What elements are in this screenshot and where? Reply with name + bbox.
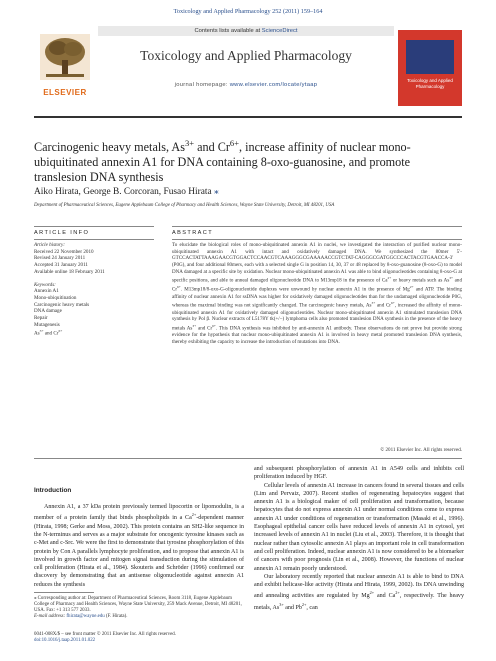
intro-paragraph: and subsequent phosphorylation of annexin A1 in A549 cells and inhibits cell proliferation induced by HGF. (254, 466, 464, 481)
keywords-label: Keywords: (34, 281, 56, 288)
abstract-rule-top (172, 226, 462, 227)
elsevier-logo (34, 26, 96, 110)
copyright-line: © 2011 Elsevier Inc. All rights reserved. (380, 447, 462, 453)
sciencedirect-link[interactable]: ScienceDirect (261, 28, 298, 34)
journal-masthead (34, 26, 462, 110)
history-label: Article history: (34, 242, 65, 248)
keyword-item: Annexin A1 (34, 288, 59, 295)
footnote (34, 596, 244, 620)
email-suffix: (F. Hirata). (104, 614, 128, 620)
author-list (34, 186, 462, 197)
affiliation: Department of Pharmaceutical Sciences, Eugene Applebaum College of Pharmacy and Health Sciences, Wayne State University, Detroit, MI 48201, USA (34, 203, 335, 208)
abstract-body: To elucidate the biological roles of mono-ubiquitinated annexin A1 in nuclei, we investigated the interaction of purified nuclear mono-ubiquitinated annexin A1 with intact and oxidatively damaged DNA. We synthesized the 80mer 5′-GTCCACTATTAAAGAACGTGGACTCCAACGTCAAAGGGCGAAAAACCGTCTAT-CAGGGCGATGGCCCACTACGTGAACCA-3′ (P0G), and four additional 80mers, each with a selected single G in position 14, 30, 37 or 48 replaced by 8-oxo-guanosine (8-oxo-G) to model DNA damaged at a specific site by oxidation. Nuclear mono-ubiquitinated annexin A1 was able to bind oligonucleotides containing 8-oxo-G at specific positions, and able to anneal damaged oligonucleotide DNA to M13mp18 in the presence of $Ca^{2+}$ or heavy metals such as $As^{3+}$ and $Cr^{6+}$. M13mp18/8-oxo-G-oligonucleotide duplexes were unwound by nuclear annexin A1 in the presence of $Mg^{2+}$ and ATP. The binding affinity of nuclear annexin A1 for ssDNA was higher for oxidatively damaged oligonucleotides than for the undamaged oligonucleotide P0G, whereas the maximal binding was not significantly changed. The carcinogenic heavy metals, $As^{3+}$ and $Cr^{6+}$, increased the affinity of mono-ubiquitinated annexin A1 for oxidatively damaged oligonucleotides. Nuclear mono-ubiquitinated annexin A1 stimulated translesion DNA synthesis by Pol β. Nuclear extracts of L5178Y tk(+/−) lymphoma cells also promoted translesion DNA synthesis in the presence of the heavy metals $As^{3+}$ and $Cr^{6+}$. This DNA synthesis was inhibited by anti-annexin A1 antibody. These observations do not prove but provide strong evidence for the hypothesis that nuclear mono-ubiquitinated annexin A1 is involved in heavy metal promoted translesion DNA synthesis, thereby exhibiting the capacity to increase the introduction of mutations into DNA. (172, 242, 463, 345)
journal-homepage (98, 82, 394, 88)
keyword-item: Mono-ubiquitination (34, 294, 77, 301)
article-info (34, 242, 154, 338)
history-item: Revised 24 January 2011 (34, 255, 86, 262)
contents-prefix: Contents lists available at (194, 28, 262, 34)
cover-title: Toxicology and Applied Pharmacology (407, 78, 453, 89)
corresponding-author-mark[interactable]: ⁎ (214, 187, 219, 197)
keyword-item: Repair (34, 315, 48, 322)
intro-paragraph: Our laboratory recently reported that nuclear annexin A1 is able to bind to DNA and exhibit helicase-like activity (Hirata and Hirata, 1999, 2002). Its DNA unwinding and annealing activities are regulated by $Mg^{2+}$ and $Ca^{2+}$, respectively. The heavy metals, $As^{3+}$ and $Pb^{2+}$, can (254, 573, 464, 611)
keyword-item: Carcinogenic heavy metals (34, 301, 90, 308)
article-info-heading: ARTICLE INFO (34, 230, 90, 236)
article-info-rule-mid (34, 239, 154, 240)
corresponding-author-note: ⁎ Corresponding author at: Department of Pharmaceutical Sciences, Room 3118, Eugene Applebaum College of Pharmacy and Health Sciences, Wayne State University, 259 Mack Avenue, Detroit, MI 48201, USA. Fax: +1 313 577 2033. (34, 596, 242, 614)
intro-paragraph: Cellular levels of annexin A1 increase in cancers found in several tissues and cells (Lim and Pervaiz, 2007). Recent studies of regenerating hepatocytes suggest that annexin A1 is a biological maker of cell proliferation and transformation, because hepatocytes that do not express annexin A1 under normal conditions come to express annexin A1 under conditions of regeneration or transformation (Masaki et al., 1996). Esophageal epithelial cancer cells have reduced levels of annexin A1 in cytosol, yet increased levels of annexin A1 in nuclei (Liu et al., 2003). Therefore, it is thought that nuclear rather than cytosolic annexin A1 plays an important role in cell transformation and cell proliferation. Indeed, nuclear annexin A1 is now considered to be a biomarker of cancers with poor prognosis (Lin et al., 2008). However, the functions of nuclear annexin A1 remain poorly understood. (254, 482, 464, 572)
abstract-heading: ABSTRACT (172, 230, 214, 236)
article-title (34, 136, 464, 186)
intro-paragraph: Annexin A1, a 37 kDa protein previously termed lipocortin or lipomodulin, is a member of a protein family that binds phospholipids in a $Ca^{2+}$-dependent manner (Hirata, 1998; Gerke and Moss, 2002). This protein contains an SH2-like sequence in the N-terminus and serves as a major substrate for oncogenic tyrosine kinases such as c-Met and c-Src. We were the first to demonstrate that tyrosine phosphorylation of this protein by Con A parallels lymphocyte proliferation, and to propose that annexin A1 is involved in growth factor and mitogen signal transduction during the stimulation of cell proliferation (Hirata et al., 1984). Skouteris and Schröder (1996) confirmed our discovery by demonstrating that an antisense oligonucleotide against annexin A1 reduces the synthesis (34, 504, 244, 588)
doi-link[interactable]: doi:10.1016/j.taap.2011.01.022 (34, 638, 96, 644)
introduction-heading: Introduction (34, 487, 72, 494)
journal-title: Toxicology and Applied Pharmacology (140, 48, 352, 63)
keyword-item: Mutagenesis (34, 321, 60, 328)
history-item: Received 22 November 2010 (34, 248, 94, 255)
homepage-link[interactable]: www.elsevier.com/locate/ytaap (229, 82, 318, 88)
running-header[interactable]: Toxicology and Applied Pharmacology 252 (2011) 159–164 (173, 8, 323, 15)
email-link[interactable]: fhirata@wayne.edu (66, 614, 105, 620)
journal-cover (398, 30, 462, 106)
cover-image (406, 40, 454, 74)
keyword-item: $As^{3+}$ and $Cr^{6+}$ (34, 329, 63, 338)
email-label: E-mail address: (34, 614, 67, 620)
footnote-rule (34, 592, 94, 593)
front-matter (34, 632, 274, 644)
masthead-divider (34, 116, 462, 118)
history-item: Accepted 31 January 2011 (34, 262, 88, 269)
masthead-center (98, 26, 394, 110)
article-info-rule-top (34, 226, 154, 227)
title-text: Carcinogenic heavy metals, $As^{3+}$ and $Cr^{6+}$, increase affinity of nuclear mono-ubiquitinated annexin A1 for DNA containing 8-oxo-guanosine, and promote translesion DNA synthesis (34, 138, 411, 185)
history-item: Available online 18 February 2011 (34, 268, 105, 275)
abstract-rule-bottom (34, 458, 462, 459)
intro-right-column (254, 465, 464, 612)
publisher-name: ELSEVIER (43, 88, 87, 97)
issn-line: 0041-008X/$ – see front matter © 2011 Elsevier Inc. All rights reserved. (34, 632, 176, 637)
intro-left-column (34, 503, 244, 589)
contents-bar (98, 26, 394, 36)
homepage-prefix: journal homepage: (174, 82, 230, 88)
abstract-rule-mid (172, 239, 462, 240)
email-line (34, 614, 244, 620)
authors-text: Aiko Hirata, George B. Corcoran, Fusao Hirata (34, 187, 212, 197)
tree-icon (40, 34, 90, 80)
keyword-item: DNA damage (34, 308, 62, 315)
